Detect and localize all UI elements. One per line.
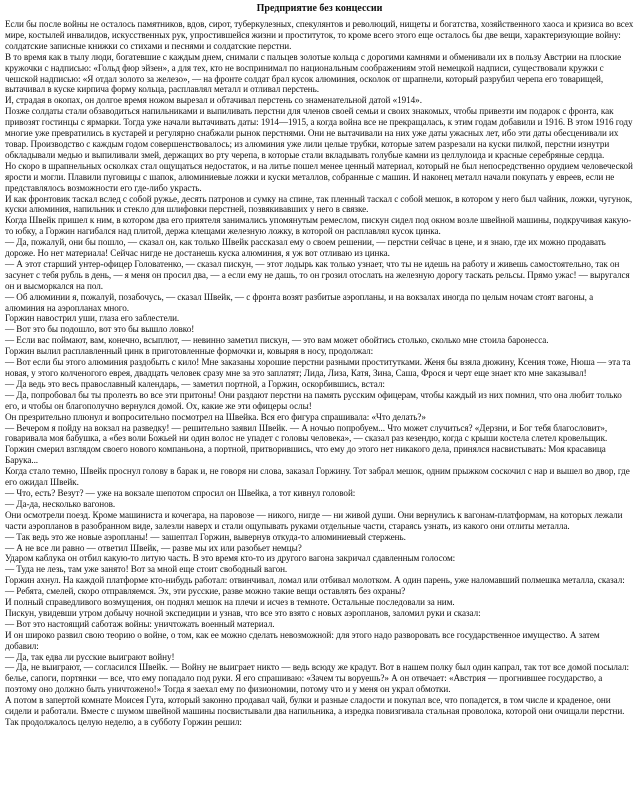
paragraph: — Так ведь это же новые аэропланы! — зашептал Горжин, вывернув откуда-то алюминиевый стержень. xyxy=(5,531,406,542)
paragraph: — Вечером я пойду на вокзал на разведку! — решительно заявил Швейк. — А ночью попробуем... Что может случиться? «Дерзни, и Бог тебя благословит», говаривала моя бабушка, а «без воли Божьей ни один волос не упадет с головы человека», — сказал раз кезендю, когда с крыши костела слетел кровельщик. xyxy=(5,422,608,444)
paragraph: А потом в запертой комнате Моисея Гута, который законно продавал чай, булки и разные сладости и покупал все, что попадется, в том числе и краденое, они сидели и работали. Вместе с шумом швейной машины посвистывали два напильника, а изредка повизгивала стальная проволока, которой они очищали перстни. Так продолжалось целую неделю, а в субботу Горжин решил: xyxy=(5,695,625,727)
paragraph: — А этот старший унтер-офицер Головатенко, — сказал пискун, — этот лодырь как только узнает, что ты не идешь на работу и живешь самостоятельно, так он засунет с тебя рубль в день, — я меня он просил два, — а если ему не дашь, то он грозил отослать на железную дорогу таскать рельсы. Прямо ужас! — выругался он и высморкался на пол. xyxy=(5,258,630,291)
paragraph: — Да ведь это весь православный календарь, — заметил портной, а Горжин, оскорбившись, встал: xyxy=(5,378,385,389)
paragraph: — Да, пожалуй, они бы пошло, — сказал он, как только Швейк рассказал ему о своем решении, — перстни сейчас в цене, и я знаю, где их можно продавать дороже. Но нет материала! Сейчас нигде не достанешь куска алюминия, я уж вот отливаю из цинка. xyxy=(5,237,606,259)
paragraph: Пискун, увидевши утром добычу ночной экспедиции и узнав, что все это взято с новых аэропланов, заломил руки и сказал: xyxy=(5,607,481,618)
paragraph: — Вот это бы подошло, вот это бы вышло ловко! xyxy=(5,324,195,335)
paragraph: Позже солдаты стали обзаводиться напильниками и выпиливать перстни для членов своей семьи и своих знакомых, чтобы привезти им подарок с фронта, как привозят гостинцы с ярмарки. Тогда уже начали вытачивать даты: 1914—1915, а когда война все не прекращалась, к этим годам добавили и 1916. В этом 1916 году многие уже превратились в кустарей и регулярно снабжали рынок перстнями. Они не вытачивали на них уже даты ужасных лет, ибо эти даты обесценивали их товар. Производство с каждым годом совершенствовалось; из алюминия уже лили целые трубки, которые затем разрезали на куски пилкой, перстни изнутри обкладывали медью и выпиливали змей, держащих во рту черепа, в которые стали вкладывать голубые камни из целлулоида и красные серебряные сердца. xyxy=(5,106,633,160)
paragraph: — Если вас поймают, вам, конечно, всыплют, — невинно заметил пискун, — это вам может обойтись столько, сколько мне стоила баронесса. xyxy=(5,335,549,346)
paragraph: Горжин вылил расплавленный цинк в приготовленные формочки и, ковыряя в носу, продолжал: xyxy=(5,346,374,357)
paragraph: — Вот если бы этого алюминия раздобыть с кило! Мне заказаны хорошие перстни разными проститутками. Женя бы взяла дюжину, Ксения тоже, Нюша — эта та новая, у этого колченогого еврея, двадцать человек сразу мне за это заплатят; Лида, Лиза, Катя, Зина, Саша, Фрося и черт еще знает кто мне заказывал! xyxy=(5,357,631,378)
paragraph: В то время как в тылу люди, богатевшие с каждым днем, снимали с пальцев золотые кольца с дорогими камнями и обменивали их в пользу Австрии на плоские кружочки с надписью: «Гольд фюр эйзен», а для тех, кто не воспринимал по национальным соображениям этой немецкой надписи, существовали кружки с чешской надписью: «Я отдал золото за железо», — на фронте солдат брал кусок алюминия, осколок от шрапнели, который разрубил черепа его товарищей, вытачивал в куске кирпича форму кольца, расплавлял металл и отливал перстень. xyxy=(5,51,622,95)
paragraph: — Да, не выиграют, — согласился Швейк. — Войну не выиграет никто — ведь всюду же крадут. Вот в нашем полку был один капрал, так тот все домой посылал: белье, сапоги, портянки — все, что ему попадало под руки. Я его спрашиваю: «Зачем ты воруешь?» А он отвечает: «Австрия — прогнившее государство, а поэтому оно должно быть уничтожено!» Тогда я заехал ему по физиономии, потому что и у меня он украл обмотки. xyxy=(5,662,629,695)
paragraph: — А не все ли равно — ответил Швейк, — разве мы их или разобьет немцы? xyxy=(5,542,302,553)
paragraph: Если бы после войны не осталось памятников, вдов, сирот, туберкулезных, спекулянтов и революций, нищеты и богатства, хозяйственного хаоса и кризиса во всех мире, костылей инвалидов, искусственных рук, упростившейся жизни и проституток, то кроме всего этого еще осталось бы две вещи, характеризующие войну: солдатские записные книжки со стихами и песнями и солдатские перстни. xyxy=(5,19,634,51)
paragraph: Горжин навострил уши, глаза его заблестели. xyxy=(5,313,180,324)
page-title: Предприятие без концессии xyxy=(256,3,383,14)
paragraph: — Ребята, смелей, скоро отправляемся. Эх, эти русские, разве можно такие вещи оставлять без охраны? xyxy=(5,586,406,597)
paragraph: Он презрительно плюнул и вопросительно посмотрел на Швейка. Вся его фигура спрашивала: «Что делать?» xyxy=(5,411,426,422)
paragraph: И, страдая в окопах, он долгое время ножом вырезал и обтачивал перстень со знаменательной датой «1914». xyxy=(5,95,422,106)
paragraph: И как фронтовик таскал вслед с собой ружье, десять патронов и сумку на спине, так пленный таскал с собой мешок, в котором у него был чайник, ложки, чугунок, куски алюминия, напильник и стекло для шлифовки перстней, позвякивавших у него в связке. xyxy=(5,193,633,215)
document-body xyxy=(5,19,634,728)
paragraph: Они осмотрели поезд. Кроме машиниста и кочегара, на паровозе — никого, нигде — ни живой души. Они вернулись к вагонам-платформам, на которых лежали части аэропланов в разобранном виде, залезли наверх и стали ощупывать руками отдельные части, стараясь узнать, из какого они отлиты металла. xyxy=(5,509,623,531)
paragraph: — Вот это настоящий саботаж войны: уничтожать военный материал. xyxy=(5,618,275,629)
paragraph: — Да, попробовал бы ты пролезть во все эти притоны! Они раздают перстни на память русским офицерам, чтобы каждый из них помнил, что она любит только его, и чтобы он благополучно вернулся домой. Ох, какие же эти офицеры ослы! xyxy=(5,389,622,411)
paragraph: — Да, так едва ли русские выиграют войну! xyxy=(5,651,175,662)
paragraph: — Да-да, несколько вагонов. xyxy=(5,498,116,509)
paragraph: И полный справедливого возмущения, он поднял мешок на плечи и исчез в темноте. Остальные последовали за ним. xyxy=(5,597,455,608)
paragraph: Горжин смерил взглядом своего нового компаньона, а портной, притворившись, что ему до этого нет никакого дела, принялся насвистывать: Моя красавица Барука... xyxy=(5,444,606,466)
paragraph: Когда стало темно, Швейк проснул голову в барак и, не говоря ни слова, заказал Горжину. Тот забрал мешок, одним прыжком соскочил с нар и вышел во двор, где его ожидал Швейк. xyxy=(5,466,630,488)
paragraph: Ударом каблука он отбил какую-то литую часть. В это время кто-то из другого вагона закричал сдавленным голосом: xyxy=(5,553,456,564)
paragraph: Когда Швейк пришел к ним, в котором два его приятеля занимались упомянутым ремеслом, пискун сидел под окном возле швейной машины, подкручивая какую-то юбку, а Горжин нагибался над плитой, держа клещами железную ложку, в которой он расплавлял кусок цинка. xyxy=(5,215,632,237)
paragraph: Горжин ахнул. На каждой платформе кто-нибудь работал: отвинчивал, ломал или отбивал молотком. А один парень, уже наломавший полмешка металла, сказал: xyxy=(5,575,625,586)
paragraph: Но скоро в шрапнельных осколках стал ощущаться недостаток, и на литье пошел менее ценный материал, который не был непосредственно орудием человеческой ярости и могли. Плавили пуговицы с шапок, алюминиевые ложки и куски металлов, собранные с машин. И наконец металл начали покупать у евреев, если не представлялось возможности его где-либо украсть. xyxy=(5,160,633,193)
paragraph: И он широко развил свою теорию о войне, о том, как ее можно сделать невозможной: для этого надо разворовать все государственное имущество. А затем добавил: xyxy=(5,629,600,651)
paragraph: — Что, есть? Везут? — уже на вокзале шепотом спросил он Швейка, а тот кивнул головой: xyxy=(5,487,356,498)
paragraph: — Туда не лезь, там уже занято! Вот за мной еще стоит свободный вагон. xyxy=(5,564,288,575)
paragraph: — Об алюминии я, пожалуй, позабочусь, — сказал Швейк, — с фронта возят разбитые аэропланы, и на вокзалах иногда по целым ночам стоят вагоны, а алюминия на аэропланах много. xyxy=(5,291,594,313)
